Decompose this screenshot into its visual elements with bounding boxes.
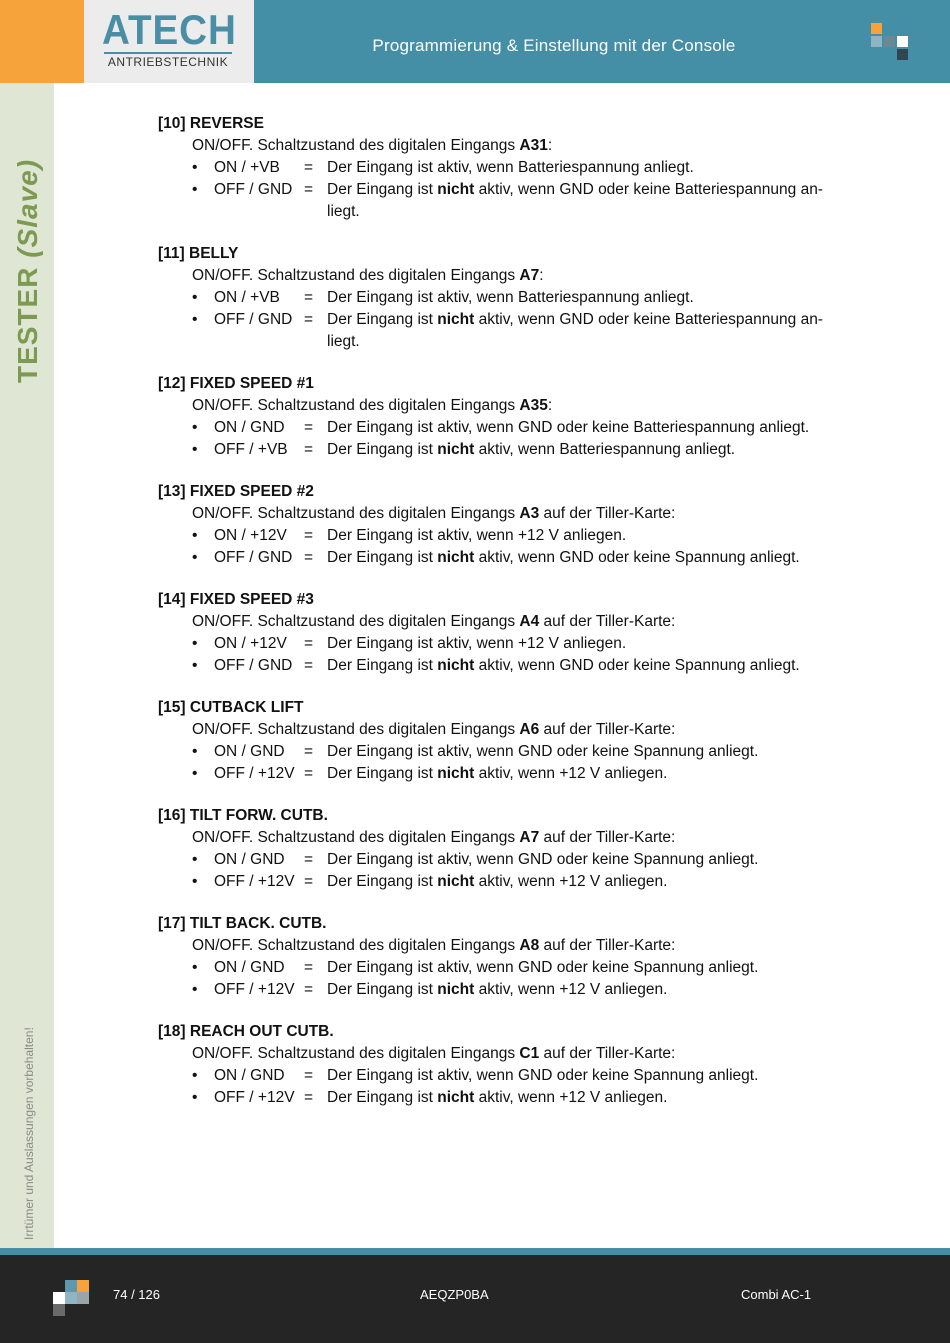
state-description xyxy=(327,287,842,309)
equals-sign: = xyxy=(304,635,314,652)
state-description xyxy=(327,871,842,893)
description-suffix: : xyxy=(539,267,544,284)
section-label-paren: (Slave) xyxy=(12,158,43,258)
parameter-description xyxy=(158,265,848,287)
header-accent-block xyxy=(0,0,84,83)
state-text: Der Eingang ist xyxy=(327,311,438,328)
state-emphasis: nicht xyxy=(437,765,475,782)
bullet-icon: • xyxy=(192,1067,198,1084)
input-id: C1 xyxy=(519,1045,540,1062)
description-text: ON/OFF. Schaltzustand des digitalen Eingangs xyxy=(192,137,520,154)
state-text: Der Eingang ist aktiv, wenn GND oder keine Spannung anliegt. xyxy=(327,1067,759,1084)
parameter-description xyxy=(158,935,848,957)
document-id: AEQZP0BA xyxy=(420,1287,489,1302)
bullet-icon: • xyxy=(192,657,198,674)
input-id: A31 xyxy=(519,137,548,154)
state-text: Der Eingang ist aktiv, wenn +12 V anliegen. xyxy=(327,527,627,544)
bullet-icon: • xyxy=(192,635,198,652)
input-id: A35 xyxy=(519,397,548,414)
input-id: A6 xyxy=(519,721,540,738)
state-text: Der Eingang ist xyxy=(327,441,438,458)
state-description xyxy=(327,309,842,353)
state-emphasis: nicht xyxy=(437,549,475,566)
section-label-main: TESTER xyxy=(12,266,43,383)
state-label: ON / GND xyxy=(214,1067,285,1084)
disclaimer-text: Irrtümer und Auslassungen vorbehalten! xyxy=(22,1027,36,1240)
state-label: ON / GND xyxy=(214,743,285,760)
description-text: ON/OFF. Schaltzustand des digitalen Eingangs xyxy=(192,613,520,630)
bullet-icon: • xyxy=(192,743,198,760)
parameter-section xyxy=(158,589,848,677)
parameter-title: [16] TILT FORW. CUTB. xyxy=(158,807,328,824)
bullet-icon: • xyxy=(192,1089,198,1106)
parameter-title: [12] FIXED SPEED #1 xyxy=(158,375,314,392)
equals-sign: = xyxy=(304,1067,314,1084)
state-label: OFF / GND xyxy=(214,657,293,674)
input-id: A7 xyxy=(519,267,540,284)
state-label: OFF / +12V xyxy=(214,981,295,998)
parameter-section xyxy=(158,481,848,569)
description-text: ON/OFF. Schaltzustand des digitalen Eingangs xyxy=(192,829,520,846)
equals-sign: = xyxy=(304,441,314,458)
state-text: Der Eingang ist xyxy=(327,765,438,782)
state-label: ON / +VB xyxy=(214,159,280,176)
state-label: ON / GND xyxy=(214,419,285,436)
state-row xyxy=(158,1087,848,1109)
parameter-section xyxy=(158,113,848,223)
state-row xyxy=(158,525,848,547)
state-label: OFF / +12V xyxy=(214,1089,295,1106)
logo-subtitle: ANTRIEBSTECHNIK xyxy=(104,52,232,69)
description-text: ON/OFF. Schaltzustand des digitalen Eingangs xyxy=(192,505,520,522)
description-suffix: auf der Tiller-Karte: xyxy=(539,1045,676,1062)
description-suffix: : xyxy=(547,397,553,414)
parameter-description xyxy=(158,395,848,417)
state-row xyxy=(158,957,848,979)
input-id: A7 xyxy=(519,829,540,846)
description-text: ON/OFF. Schaltzustand des digitalen Eingangs xyxy=(192,267,520,284)
state-text-suffix: aktiv, wenn GND oder keine Batteriespannung an-liegt. xyxy=(327,181,823,220)
state-emphasis: nicht xyxy=(437,873,475,890)
parameter-section xyxy=(158,805,848,893)
state-text: Der Eingang ist xyxy=(327,657,438,674)
state-description xyxy=(327,179,842,223)
state-emphasis: nicht xyxy=(437,441,475,458)
state-label: ON / GND xyxy=(214,851,285,868)
bullet-icon: • xyxy=(192,765,198,782)
bullet-icon: • xyxy=(192,159,198,176)
state-text-suffix: aktiv, wenn GND oder keine Batteriespannung an-liegt. xyxy=(327,311,823,350)
description-suffix: auf der Tiller-Karte: xyxy=(539,721,676,738)
bullet-icon: • xyxy=(192,851,198,868)
parameter-section xyxy=(158,913,848,1001)
state-emphasis: nicht xyxy=(437,311,475,328)
state-row xyxy=(158,157,848,179)
state-text: Der Eingang ist aktiv, wenn Batteriespannung anliegt. xyxy=(327,159,694,176)
state-label: ON / +12V xyxy=(214,635,287,652)
equals-sign: = xyxy=(304,981,314,998)
state-text-suffix: aktiv, wenn GND oder keine Spannung anliegt. xyxy=(474,657,800,674)
parameter-title: [13] FIXED SPEED #2 xyxy=(158,483,314,500)
bullet-icon: • xyxy=(192,959,198,976)
state-row xyxy=(158,439,848,461)
state-label: OFF / GND xyxy=(214,181,293,198)
state-description xyxy=(327,849,842,871)
state-row xyxy=(158,287,848,309)
equals-sign: = xyxy=(304,527,314,544)
product-name: Combi AC-1 xyxy=(741,1287,812,1302)
equals-sign: = xyxy=(304,743,314,760)
document-body xyxy=(158,113,848,1129)
state-label: ON / +VB xyxy=(214,289,280,306)
state-text-suffix: aktiv, wenn +12 V anliegen. xyxy=(474,981,668,998)
bullet-icon: • xyxy=(192,527,198,544)
state-text: Der Eingang ist aktiv, wenn +12 V anliegen. xyxy=(327,635,627,652)
state-description xyxy=(327,547,842,569)
parameter-section xyxy=(158,697,848,785)
state-row xyxy=(158,547,848,569)
description-text: ON/OFF. Schaltzustand des digitalen Eingangs xyxy=(192,1045,520,1062)
state-label: ON / GND xyxy=(214,959,285,976)
parameter-description xyxy=(158,135,848,157)
state-description xyxy=(327,1087,842,1109)
state-description xyxy=(327,741,842,763)
parameter-section xyxy=(158,243,848,353)
state-description xyxy=(327,525,842,547)
input-id: A8 xyxy=(519,937,540,954)
parameter-section xyxy=(158,1021,848,1109)
state-row xyxy=(158,849,848,871)
parameter-title: [17] TILT BACK. CUTB. xyxy=(158,915,327,932)
state-text: Der Eingang ist aktiv, wenn GND oder keine Spannung anliegt. xyxy=(327,743,759,760)
state-text: Der Eingang ist aktiv, wenn GND oder keine Batteriespannung anliegt. xyxy=(327,419,810,436)
bullet-icon: • xyxy=(192,873,198,890)
footer-divider xyxy=(0,1248,950,1255)
state-text: Der Eingang ist xyxy=(327,873,438,890)
description-text: ON/OFF. Schaltzustand des digitalen Eingangs xyxy=(192,721,520,738)
state-description xyxy=(327,439,842,461)
header-bar xyxy=(254,0,950,83)
equals-sign: = xyxy=(304,289,314,306)
state-row xyxy=(158,979,848,1001)
state-row xyxy=(158,871,848,893)
state-label: OFF / +12V xyxy=(214,765,295,782)
parameter-title: [10] REVERSE xyxy=(158,115,264,132)
logo-brand-text: ATECH xyxy=(102,6,237,53)
equals-sign: = xyxy=(304,181,314,198)
state-row xyxy=(158,741,848,763)
bullet-icon: • xyxy=(192,549,198,566)
state-text-suffix: aktiv, wenn +12 V anliegen. xyxy=(474,873,668,890)
description-suffix: : xyxy=(547,137,553,154)
description-text: ON/OFF. Schaltzustand des digitalen Eingangs xyxy=(192,937,520,954)
state-text: Der Eingang ist xyxy=(327,549,438,566)
description-suffix: auf der Tiller-Karte: xyxy=(539,505,676,522)
equals-sign: = xyxy=(304,419,314,436)
bullet-icon: • xyxy=(192,441,198,458)
state-text: Der Eingang ist xyxy=(327,981,438,998)
bullet-icon: • xyxy=(192,289,198,306)
state-emphasis: nicht xyxy=(437,981,475,998)
equals-sign: = xyxy=(304,549,314,566)
state-row xyxy=(158,309,848,353)
parameter-description xyxy=(158,1043,848,1065)
state-row xyxy=(158,417,848,439)
bullet-icon: • xyxy=(192,181,198,198)
state-emphasis: nicht xyxy=(437,1089,475,1106)
state-description xyxy=(327,417,842,439)
state-description xyxy=(327,957,842,979)
state-description xyxy=(327,157,842,179)
state-description xyxy=(327,1065,842,1087)
parameter-title: [14] FIXED SPEED #3 xyxy=(158,591,314,608)
state-label: OFF / +12V xyxy=(214,873,295,890)
state-text-suffix: aktiv, wenn +12 V anliegen. xyxy=(474,1089,668,1106)
parameter-title: [11] BELLY xyxy=(158,245,239,262)
equals-sign: = xyxy=(304,1089,314,1106)
description-suffix: auf der Tiller-Karte: xyxy=(539,937,676,954)
state-row xyxy=(158,633,848,655)
parameter-title: [15] CUTBACK LIFT xyxy=(158,699,304,716)
company-logo xyxy=(84,0,254,83)
equals-sign: = xyxy=(304,959,314,976)
state-row xyxy=(158,763,848,785)
state-text: Der Eingang ist xyxy=(327,181,438,198)
equals-sign: = xyxy=(304,765,314,782)
description-text: ON/OFF. Schaltzustand des digitalen Eingangs xyxy=(192,397,520,414)
description-suffix: auf der Tiller-Karte: xyxy=(539,829,676,846)
bullet-icon: • xyxy=(192,981,198,998)
state-row xyxy=(158,655,848,677)
state-text: Der Eingang ist aktiv, wenn GND oder keine Spannung anliegt. xyxy=(327,959,759,976)
state-text: Der Eingang ist aktiv, wenn GND oder keine Spannung anliegt. xyxy=(327,851,759,868)
state-description xyxy=(327,763,842,785)
state-label: OFF / GND xyxy=(214,549,293,566)
equals-sign: = xyxy=(304,159,314,176)
description-suffix: auf der Tiller-Karte: xyxy=(539,613,676,630)
state-emphasis: nicht xyxy=(437,657,475,674)
state-text: Der Eingang ist xyxy=(327,1089,438,1106)
state-description xyxy=(327,655,842,677)
state-description xyxy=(327,633,842,655)
equals-sign: = xyxy=(304,311,314,328)
state-text-suffix: aktiv, wenn +12 V anliegen. xyxy=(474,765,668,782)
state-row xyxy=(158,179,848,223)
parameter-description xyxy=(158,611,848,633)
state-label: ON / +12V xyxy=(214,527,287,544)
state-label: OFF / GND xyxy=(214,311,293,328)
state-emphasis: nicht xyxy=(437,181,475,198)
parameter-title: [18] REACH OUT CUTB. xyxy=(158,1023,334,1040)
page-title: Programmierung & Einstellung mit der Console xyxy=(372,36,736,55)
state-text: Der Eingang ist aktiv, wenn Batteriespannung anliegt. xyxy=(327,289,694,306)
page-number: 74 / 126 xyxy=(113,1287,160,1302)
equals-sign: = xyxy=(304,851,314,868)
equals-sign: = xyxy=(304,657,314,674)
footer xyxy=(0,1255,950,1343)
section-label xyxy=(12,159,44,383)
bullet-icon: • xyxy=(192,419,198,436)
bullet-icon: • xyxy=(192,311,198,328)
input-id: A4 xyxy=(519,613,540,630)
state-text-suffix: aktiv, wenn GND oder keine Spannung anliegt. xyxy=(474,549,800,566)
state-label: OFF / +VB xyxy=(214,441,288,458)
parameter-section xyxy=(158,373,848,461)
parameter-description xyxy=(158,719,848,741)
state-description xyxy=(327,979,842,1001)
parameter-description xyxy=(158,827,848,849)
state-text-suffix: aktiv, wenn Batteriespannung anliegt. xyxy=(474,441,736,458)
state-row xyxy=(158,1065,848,1087)
equals-sign: = xyxy=(304,873,314,890)
parameter-description xyxy=(158,503,848,525)
input-id: A3 xyxy=(519,505,540,522)
